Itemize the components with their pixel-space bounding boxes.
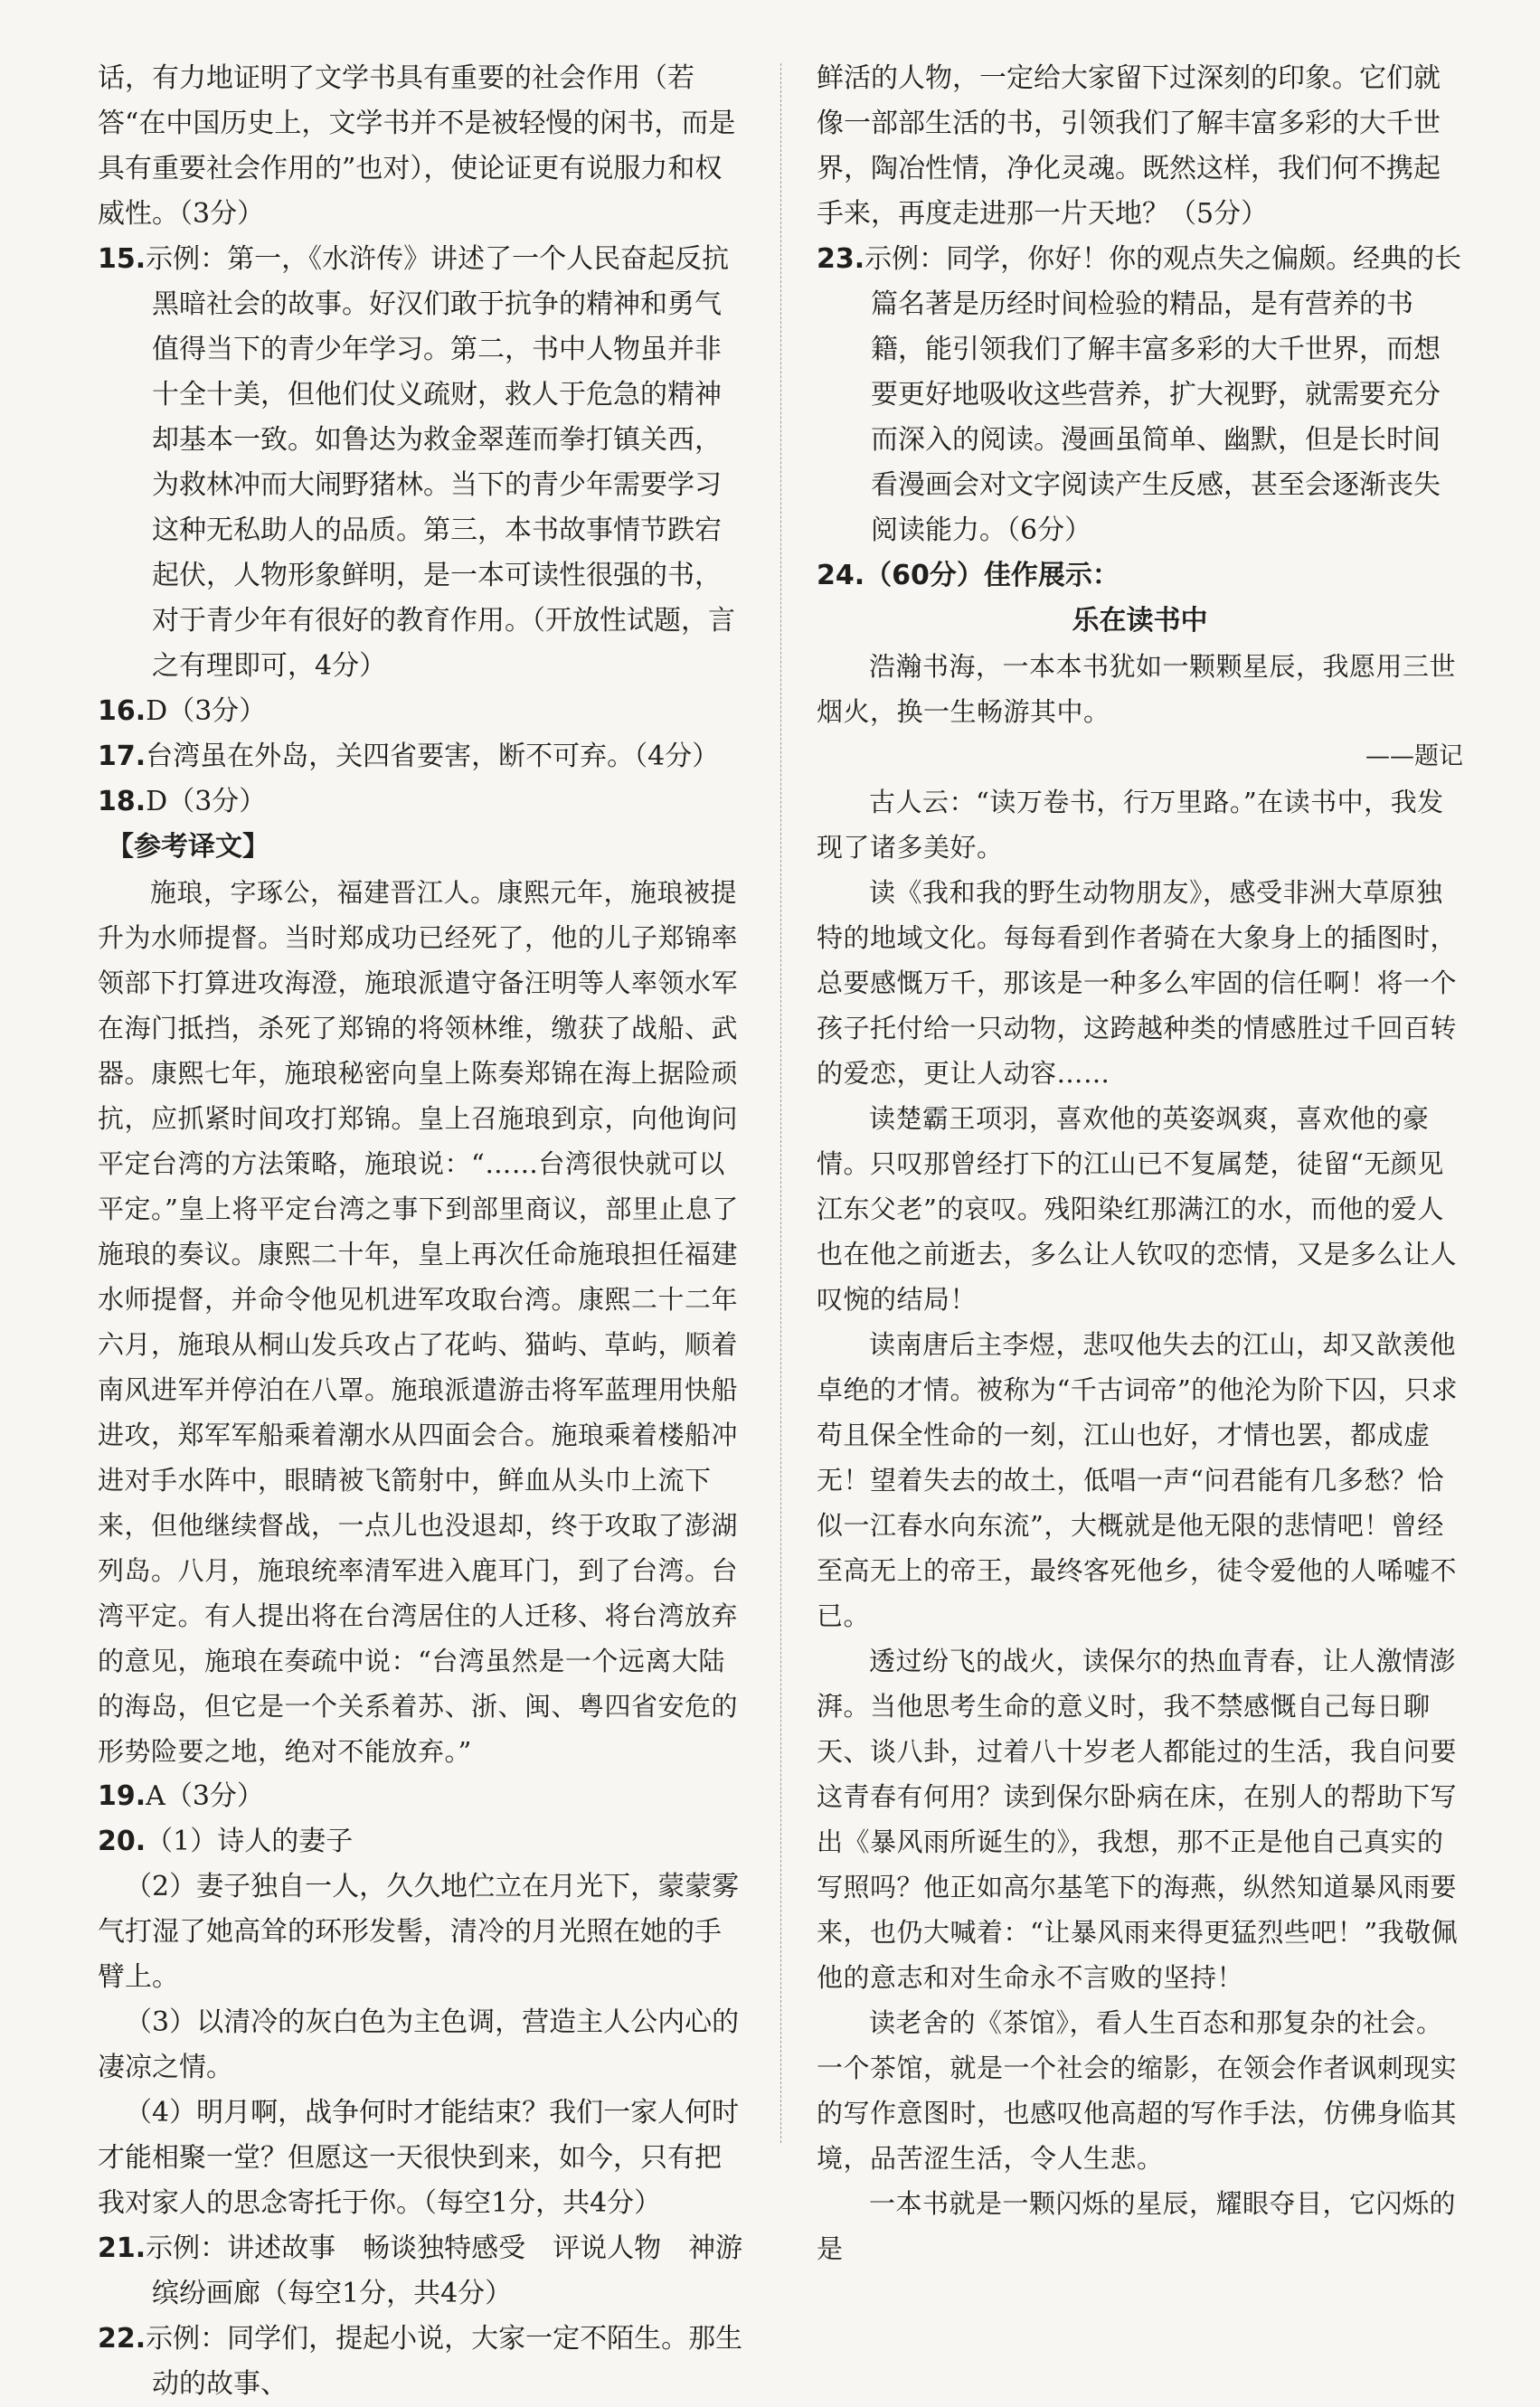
answer-number: 24. <box>817 560 865 591</box>
answer-text: D（3分） <box>146 695 267 727</box>
answer-number: 15. <box>98 243 146 275</box>
answer-22-continuation: 鲜活的人物，一定给大家留下过深刻的印象。它们就像一部部生活的书，引领我们了解丰富多彩的大千世界，陶冶性情，净化灵魂。既然这样，我们何不携起手来，再度走进那一片天地？（5分） <box>817 62 1441 230</box>
answer-18 <box>98 779 744 825</box>
answer-number: 19. <box>98 1780 146 1812</box>
reference-translation: 施琅，字琢公，福建晋江人。康熙元年，施琅被提升为水师提督。当时郑成功已经死了，他的儿子郑锦率领部下打算进攻海澄，施琅派遣守备汪明等人率领水军在海门抵挡，杀死了郑锦的将领林维，缴获了战船、武器。康熙七年，施琅秘密向皇上陈奏郑锦在海上据险顽抗，应抓紧时间攻打郑锦。皇上召施琅到京，向他询问平定台湾的方法策略，施琅说：“……台湾很快就可以平定。”皇上将平定台湾之事下到部里商议，部里止息了施琅的奏议。康熙二十年，皇上再次任命施琅担任福建水师提督，并命令他见机进军攻取台湾。康熙二十二年六月，施琅从桐山发兵攻占了花屿、猫屿、草屿，顺着南风进军并停泊在八罩。施琅派遣游击将军蓝理用快船进攻，郑军军船乘着潮水从四面会合。施琅乘着楼船冲进对手水阵中，眼睛被飞箭射中，鲜血从头巾上流下来，但他继续督战，一点儿也没退却，终于攻取了澎湖列岛。八月，施琅统率清军进入鹿耳门，到了台湾。台湾平定。有人提出将在台湾居住的人迁移、将台湾放弃的意见，施琅在奏疏中说：“台湾虽然是一个远离大陆的海岛，但它是一个关系着苏、浙、闽、粤四省安危的形势险要之地，绝对不能放弃。” <box>98 877 739 1767</box>
answer-16 <box>98 689 744 734</box>
answer-20-part-3: （3）以清冷的灰白色为主色调，营造主人公内心的凄凉之情。 <box>98 2006 740 2083</box>
answer-22 <box>98 2317 744 2407</box>
essay-paragraph-1: 古人云：“读万卷书，行万里路。”在读书中，我发现了诸多美好。 <box>817 787 1444 863</box>
column-divider <box>780 63 781 2143</box>
answer-number: 23. <box>817 243 865 275</box>
answer-text: A（3分） <box>146 1780 264 1812</box>
answer-text: （60分）佳作展示： <box>864 560 1120 591</box>
essay-paragraph-7: 一本书就是一颗闪烁的星辰，耀眼夺目，它闪烁的是 <box>817 2188 1457 2264</box>
answer-text: 台湾虽在外岛，关四省要害，断不可弃。（4分） <box>146 741 720 772</box>
essay-epigraph: 浩瀚书海，一本本书犹如一颗颗星辰，我愿用三世烟火，换一生畅游其中。 <box>817 651 1457 727</box>
answer-number: 21. <box>98 2232 146 2264</box>
answer-20 <box>98 1819 744 1864</box>
left-column <box>98 56 744 2407</box>
essay-paragraph-2: 读《我和我的野生动物朋友》，感受非洲大草原独特的地域文化。每每看到作者骑在大象身上的插图时，总要感慨万千，那该是一种多么牢固的信任啊！将一个孩子托付给一只动物，这跨越种类的情感胜过千回百转的爱恋，更让人动容…… <box>817 877 1458 1089</box>
answer-number: 16. <box>98 695 146 727</box>
answer-number: 17. <box>98 741 146 772</box>
answer-text: D（3分） <box>146 786 267 817</box>
answer-15 <box>98 237 744 689</box>
answer-19 <box>98 1774 744 1819</box>
answer-14-continuation: 话，有力地证明了文学书具有重要的社会作用（若答“在中国历史上，文学书并不是被轻慢的闲书，而是具有重要社会作用的”也对），使论证更有说服力和权威性。（3分） <box>98 62 736 230</box>
answer-23 <box>817 237 1463 553</box>
essay-paragraph-3: 读楚霸王项羽，喜欢他的英姿飒爽，喜欢他的豪情。只叹那曾经打下的江山已不复属楚，徒留“无颜见江东父老”的哀叹。残阳染红那满江的水，而他的爱人也在他之前逝去，多么让人钦叹的恋情，又是多么让人叹惋的结局！ <box>817 1103 1458 1315</box>
right-column <box>817 56 1463 2271</box>
answer-17 <box>98 734 744 779</box>
epigraph-signature: ——题记 <box>1365 742 1463 770</box>
answer-text: 示例：讲述故事 畅谈独特感受 评说人物 神游缤纷画廊（每空1分，共4分） <box>146 2232 743 2309</box>
essay-paragraph-5: 透过纷飞的战火，读保尔的热血青春，让人激情澎湃。当他思考生命的意义时，我不禁感慨自己每日聊天、谈八卦，过着八十岁老人都能过的生活，我自问要这青春有何用？读到保尔卧病在床，在别人的帮助下写出《暴风雨所诞生的》，我想，那不正是他自己真实的写照吗？他正如高尔基笔下的海燕，纵然知道暴风雨要来，也仍大喊着：“让暴风雨来得更猛烈些吧！”我敬佩他的意志和对生命永不言败的坚持！ <box>817 1646 1459 1993</box>
answer-number: 20. <box>98 1826 146 1857</box>
answer-number: 22. <box>98 2323 146 2355</box>
answer-20-part-4: （4）明月啊，战争何时才能结束？我们一家人何时才能相聚一堂？但愿这一天很快到来，如今，只有把我对家人的思念寄托于你。（每空1分，共4分） <box>98 2097 740 2219</box>
essay-paragraph-4: 读南唐后主李煜，悲叹他失去的江山，却又歆羡他卓绝的才情。被称为“千古词帝”的他沦为阶下囚，只求苟且保全性命的一刻，江山也好，才情也罢，都成虚无！望着失去的故土，低唱一声“问君能有几多愁？恰似一江春水向东流”，大概就是他无限的悲情吧！曾经至高无上的帝王，最终客死他乡，徒令爱他的人唏嘘不已。 <box>817 1329 1459 1631</box>
answer-text: 示例：第一，《水浒传》讲述了一个人民奋起反抗黑暗社会的故事。好汉们敢于抗争的精神和勇气值得当下的青少年学习。第二，书中人物虽并非十全十美，但他们仗义疏财，救人于危急的精神却基本一致。如鲁达为救金翠莲而拳打镇关西，为救林冲而大闹野猪林。当下的青少年需要学习这种无私助人的品质。第三，本书故事情节跌宕起伏，人物形象鲜明，是一本可读性很强的书，对于青少年有很好的教育作用。（开放性试题，言之有理即可，4分） <box>146 243 735 682</box>
answer-text: 示例：同学们，提起小说，大家一定不陌生。那生动的故事、 <box>146 2323 743 2400</box>
answer-text: 示例：同学，你好！你的观点失之偏颇。经典的长篇名著是历经时间检验的精品，是有营养的书籍，能引领我们了解丰富多彩的大千世界，而想要更好地吸收这些营养，扩大视野，就需要充分而深入的阅读。漫画虽简单、幽默，但是长时间看漫画会对文字阅读产生反感，甚至会逐渐丧失阅读能力。（6分） <box>864 243 1462 546</box>
answer-20-part-2: （2）妻子独自一人，久久地伫立在月光下，蒙蒙雾气打湿了她高耸的环形发髻，清冷的月光照在她的手臂上。 <box>98 1871 740 1993</box>
essay-paragraph-6: 读老舍的《茶馆》，看人生百态和那复杂的社会。一个茶馆，就是一个社会的缩影，在领会作者讽刺现实的写作意图时，也感叹他高超的写作手法，仿佛身临其境，品苦涩生活，令人生悲。 <box>817 2007 1458 2174</box>
answer-number: 18. <box>98 786 146 817</box>
reference-translation-heading: 【参考译文】 <box>107 831 269 863</box>
answer-21 <box>98 2226 744 2317</box>
answer-20-part-1: （1）诗人的妻子 <box>146 1826 354 1857</box>
answer-24 <box>817 553 1463 599</box>
essay-title: 乐在读书中 <box>1072 605 1208 637</box>
